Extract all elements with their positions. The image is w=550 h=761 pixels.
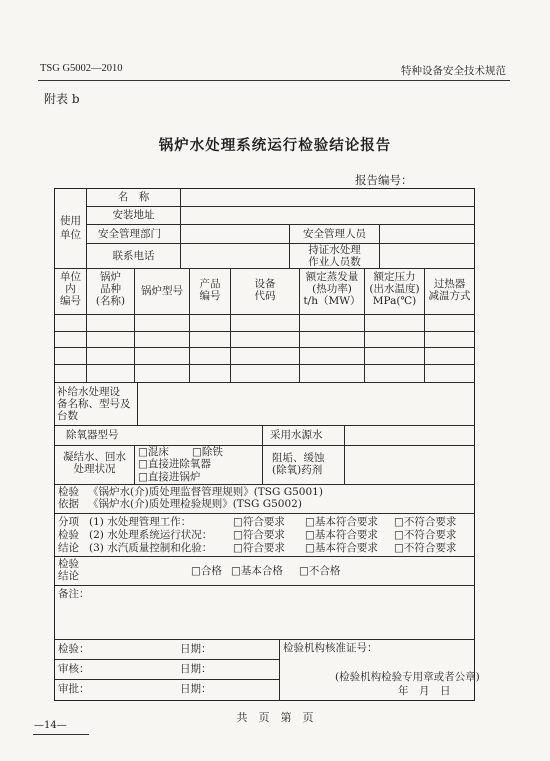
reviewer-date-label: 日期： — [180, 663, 212, 675]
basis-regulation-2: 《锅炉水(介)质处理检验规则》(TSG G5002) — [88, 498, 302, 510]
col-unit-internal-no: 单位 内 编号 — [60, 271, 81, 307]
item-conclusion-label: 分项 检验 结论 — [58, 516, 79, 554]
row-line — [54, 425, 475, 426]
row-line — [54, 585, 475, 586]
item1-opt-nonconforming[interactable]: □不符合要求 — [394, 516, 457, 528]
overall-conclusion-label: 检验 结论 — [58, 558, 79, 582]
row-line — [54, 556, 475, 557]
report-number-label: 报告编号： — [355, 173, 413, 187]
row-line — [54, 445, 475, 446]
opt-qualified[interactable]: □合格 — [191, 565, 222, 577]
row-line — [54, 513, 475, 514]
approver-date-label: 日期： — [180, 683, 212, 695]
remarks-label: 备注： — [58, 588, 90, 600]
basis-regulation-1: 《锅炉水(介)质处理监督管理规则》(TSG G5001) — [88, 486, 323, 498]
row-line — [86, 224, 475, 225]
row-line — [86, 206, 475, 207]
inspector-label: 检验： — [58, 643, 90, 655]
item1-opt-basically-conforming[interactable]: □基本符合要求 — [305, 516, 378, 528]
makeup-water-equipment-label: 补给水处理设 备名称、型号及 台数 — [57, 386, 131, 422]
opt-basically-qualified[interactable]: □基本合格 — [231, 565, 283, 577]
condensate-label: 凝结水、回水 处理状况 — [63, 451, 126, 475]
page-number-rule — [33, 734, 89, 735]
item3-opt-basically-conforming[interactable]: □基本符合要求 — [305, 542, 378, 554]
approval-cert-no-label: 检验机构核准证号： — [283, 642, 378, 654]
row-line — [54, 382, 475, 383]
col-product-no: 产品 编号 — [199, 278, 221, 302]
header-rule — [38, 80, 510, 81]
header-category: 特种设备安全技术规范 — [401, 65, 506, 77]
col-superheater: 过热器 减温方式 — [428, 278, 471, 302]
safety-dept-label: 安全管理部门 — [98, 228, 161, 240]
seal-date: 年 月 日 — [398, 685, 451, 697]
unit-name-label: 名 称 — [117, 191, 150, 203]
report-table — [54, 188, 480, 701]
row-line — [54, 268, 475, 269]
install-address-label: 安装地址 — [112, 209, 155, 221]
scale-inhibitor-label: 阻垢、缓蚀 (除氧)药剂 — [272, 452, 325, 476]
table-border-top — [54, 188, 475, 189]
inspection-basis-label: 检验 依据 — [58, 486, 79, 510]
conclusion-item-3: (3) 水汽质量控制和化验： — [89, 542, 213, 554]
opt-mixed-bed[interactable]: □混床 — [138, 446, 169, 458]
row-line — [54, 639, 475, 640]
opt-direct-deaerator[interactable]: □直接进除氧器 — [138, 458, 211, 470]
header-standard-code: TSG G5002—2010 — [40, 63, 123, 74]
col-boiler-type: 锅炉 品种 (名称) — [95, 271, 126, 307]
row-line — [54, 659, 279, 660]
table-border-bottom — [54, 700, 475, 701]
row-line — [54, 331, 475, 332]
col-equipment-code: 设备 代码 — [254, 278, 276, 302]
item3-opt-conforming[interactable]: □符合要求 — [233, 542, 285, 554]
deaerator-model-label: 除氧器型号 — [66, 429, 119, 441]
row-line — [54, 364, 475, 365]
report-title: 锅炉水处理系统运行检验结论报告 — [158, 137, 392, 154]
item2-opt-nonconforming[interactable]: □不符合要求 — [394, 529, 457, 541]
seal-note: (检验机构检验专用章或者公章) — [335, 671, 480, 683]
user-unit-label: 使用 单位 — [60, 215, 81, 241]
certified-staff-label: 持证水处理 作业人员数 — [308, 244, 361, 268]
contact-phone-label: 联系电话 — [112, 250, 155, 262]
conclusion-item-2: (2) 水处理系统运行状况： — [89, 529, 213, 541]
table-border-right — [474, 188, 475, 701]
col-rated-evaporation: 额定蒸发量 (热功率) t/h（MW） — [303, 271, 361, 307]
safety-manager-label: 安全管理人员 — [303, 228, 366, 240]
conclusion-item-1: (1) 水处理管理工作： — [89, 516, 192, 528]
col-rated-pressure: 额定压力 (出水温度) MPa(℃) — [369, 271, 420, 307]
item3-opt-nonconforming[interactable]: □不符合要求 — [394, 542, 457, 554]
page-info: 共 页 第 页 — [236, 711, 314, 724]
row-line — [54, 314, 475, 315]
page-number: —14— — [34, 720, 67, 731]
approver-label: 审批： — [58, 683, 90, 695]
item2-opt-conforming[interactable]: □符合要求 — [233, 529, 285, 541]
opt-unqualified[interactable]: □不合格 — [299, 565, 341, 577]
row-line — [54, 484, 475, 485]
item2-opt-basically-conforming[interactable]: □基本符合要求 — [305, 529, 378, 541]
row-line — [86, 243, 475, 244]
row-line — [54, 347, 475, 348]
opt-direct-boiler[interactable]: □直接进锅炉 — [138, 471, 201, 483]
col-boiler-model: 锅炉型号 — [141, 285, 183, 297]
inspector-date-label: 日期： — [180, 643, 212, 655]
appendix-label: 附表 b — [44, 92, 80, 106]
opt-iron-removal[interactable]: □除铁 — [192, 446, 223, 458]
water-source-label: 采用水源水 — [270, 429, 323, 441]
reviewer-label: 审核： — [58, 663, 90, 675]
row-line — [54, 679, 279, 680]
item1-opt-conforming[interactable]: □符合要求 — [233, 516, 285, 528]
